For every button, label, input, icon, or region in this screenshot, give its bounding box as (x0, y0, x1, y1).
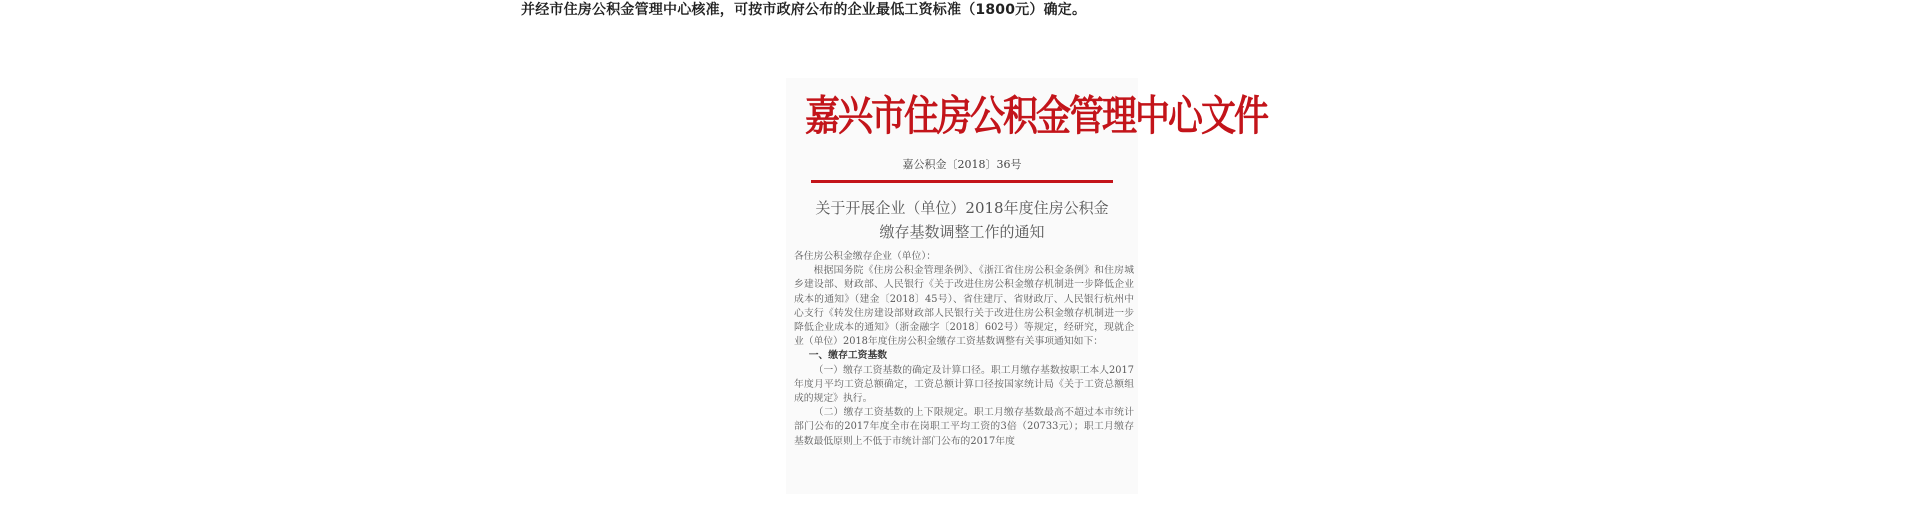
red-divider (811, 180, 1113, 183)
document-paragraph-1: 根据国务院《住房公积金管理条例》、《浙江省住房公积金条例》和住房城乡建设部、财政部、人民银行《关于改进住房公积金缴存机制进一步降低企业成本的通知》（建金〔2018〕45号）、省住建厅、省财政厅、人民银行杭州中心支行《转发住房建设部财政部人民银行关于改进住房公积金缴存机制进一步降低企业成本的通知》（浙金融字〔2018〕602号）等规定，经研究，现就企业（单位）2018年度住房公积金缴存工资基数调整有关事项通知如下： (794, 265, 1134, 348)
document-fade (786, 464, 1138, 494)
article-intro-text: 并经市住房公积金管理中心核准，可按市政府公布的企业最低工资标准（1800元）确定。 (521, 2, 1087, 18)
document-number: 嘉公积金〔2018〕36号 (902, 158, 1022, 171)
document-header: 嘉兴市住房公积金管理中心文件 (805, 92, 1268, 141)
document-paragraph-3: （二）缴存工资基数的上下限规定。职工月缴存基数最高不超过本市统计部门公布的2017年度全市在岗职工平均工资的3倍（20733元）；职工月缴存基数最低原则上不低于市统计部门公布的2017年度 (794, 407, 1134, 447)
document-salutation: 各住房公积金缴存企业（单位）： (794, 251, 937, 262)
document-section-heading: 一、缴存工资基数 (808, 350, 888, 362)
document-paragraph-2: （一）缴存工资基数的确定及计算口径。职工月缴存基数按职工本人2017年度月平均工资总额确定，工资总额计算口径按国家统计局《关于工资总额组成的规定》执行。 (794, 364, 1134, 405)
document-title (786, 196, 1138, 244)
document-title-line2: 缴存基数调整工作的通知 (879, 223, 1045, 241)
document-title-line1: 关于开展企业（单位）2018年度住房公积金 (815, 199, 1109, 217)
document-image (786, 78, 1268, 494)
document-body (794, 250, 1134, 449)
